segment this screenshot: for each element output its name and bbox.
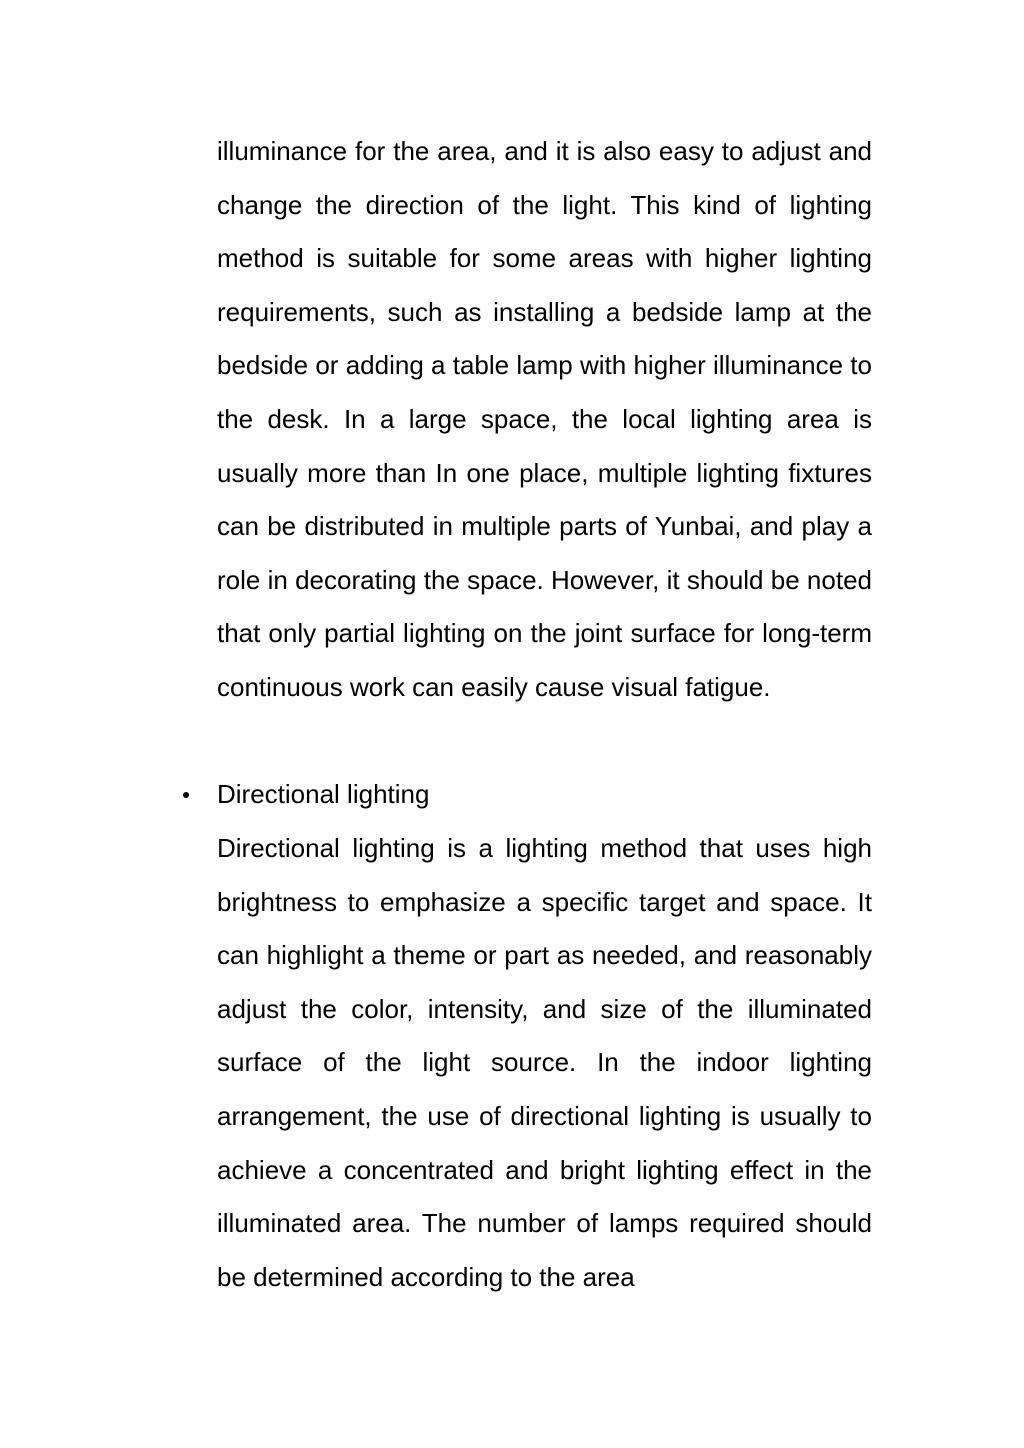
bullet-list-item — [0, 768, 1024, 822]
body-paragraph: illuminance for the area, and it is also easy to adjust and change the direction of the light. This kind of lighting method is suitable for some areas with higher lighting requirements, such as installing a bedside lamp at the bedside or adding a table lamp with higher illuminance to the desk. In a large space, the local lighting area is usually more than In one place, multiple lighting fixtures can be distributed in multiple parts of Yunbai, and play a role in decorating the space. However, it should be noted that only partial lighting on the joint surface for long-term continuous work can easily cause visual fatigue. — [217, 136, 872, 702]
body-paragraph: Directional lighting is a lighting method that uses high brightness to emphasize a specific target and space. It can highlight a theme or part as needed, and reasonably adjust the color, intensity, and size of the illuminated surface of the light source. In the indoor lighting arrangement, the use of directional lighting is usually to achieve a concentrated and bright lighting effect in the illuminated area. The number of lamps required should be determined according to the area — [217, 833, 872, 1292]
section-heading: Directional lighting — [217, 779, 430, 809]
bullet-icon — [183, 792, 189, 798]
